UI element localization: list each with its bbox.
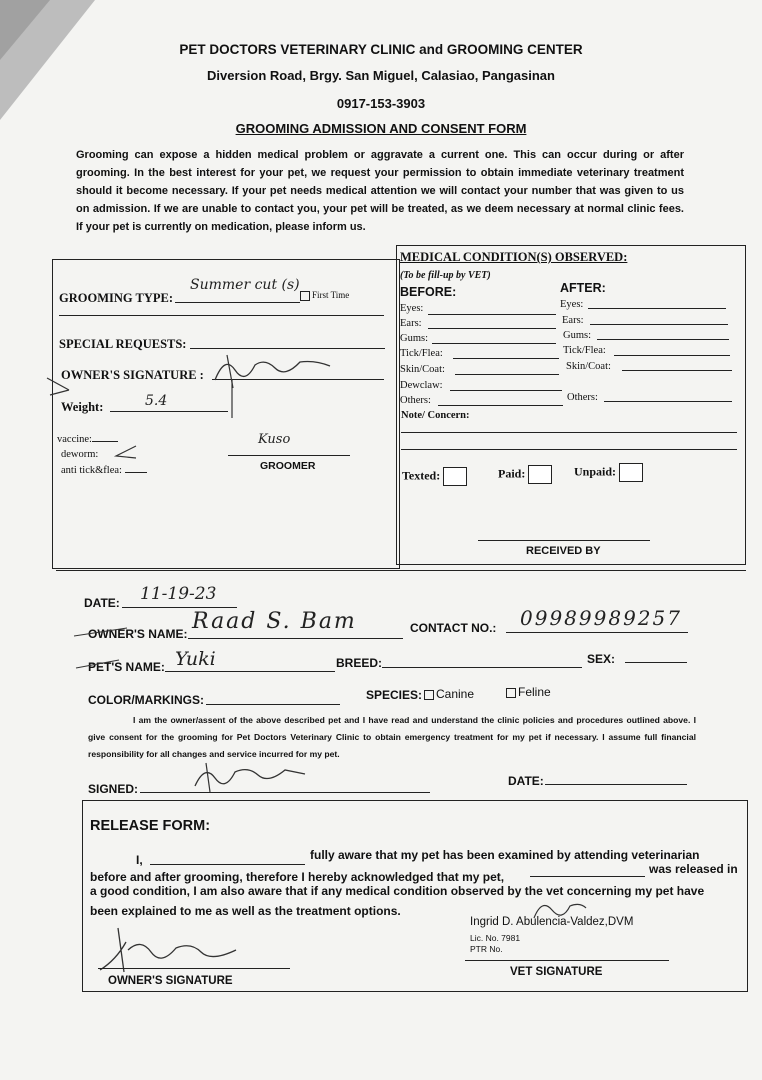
form-title: GROOMING ADMISSION AND CONSENT FORM <box>235 121 527 136</box>
before-others-line[interactable] <box>438 405 563 406</box>
first-time-box[interactable] <box>300 291 310 301</box>
before-eyes: Eyes: <box>400 303 424 314</box>
texted-checkbox[interactable]: Texted: <box>402 467 467 486</box>
grooming-type-line-2 <box>59 315 384 316</box>
vet-lic-no: Lic. No. 7981 <box>470 933 521 943</box>
release-i-label: I, <box>136 853 143 867</box>
before-gums: Gums: <box>400 333 429 344</box>
groomer-signature: Kuso <box>258 432 291 447</box>
vertical-stroke <box>228 380 236 420</box>
release-line1: fully aware that my pet has been examined by attending veterinarian <box>310 848 700 862</box>
consent-text: I am the owner/assent of the above described pet and I have read and understand the clinic policies and procedures outlined above. I give consent for the grooming for Pet Doctors Veterinary Clinic to obtain emergency treatment for my pet if necessary. I assume full financial responsibility for all changes and service incurred for my pet. <box>88 715 696 759</box>
vet-sig-label: VET SIGNATURE <box>510 966 603 978</box>
first-time-checkbox[interactable] <box>300 290 349 301</box>
grooming-type-value[interactable]: Summer cut (s) <box>190 277 300 293</box>
clinic-name: PET DOCTORS VETERINARY CLINIC and GROOMING CENTER <box>179 42 583 57</box>
after-eyes-line[interactable] <box>588 308 726 309</box>
sex-line[interactable] <box>625 662 687 663</box>
owner-name-line[interactable] <box>188 638 403 639</box>
release-owner-signature <box>96 920 246 978</box>
after-skin: Skin/Coat: <box>566 361 611 372</box>
after-gums: Gums: <box>563 330 592 341</box>
after-skin-line[interactable] <box>622 370 732 371</box>
weight-line[interactable] <box>110 411 228 412</box>
owner-name-label: OWNER'S NAME: <box>88 627 188 641</box>
deworm-label: deworm: <box>61 449 99 460</box>
after-label: AFTER: <box>560 281 606 295</box>
before-dewclaw-line[interactable] <box>450 390 562 391</box>
owner-name-strike <box>72 626 132 638</box>
contact-line[interactable] <box>506 632 688 633</box>
note-line-1[interactable] <box>401 432 737 433</box>
before-label: BEFORE: <box>400 285 457 299</box>
unpaid-checkbox[interactable]: Unpaid: <box>574 463 643 482</box>
medical-title: MEDICAL CONDITION(S) OBSERVED: <box>400 250 628 264</box>
before-gums-line[interactable] <box>432 343 556 344</box>
color-label: COLOR/MARKINGS: <box>88 693 204 707</box>
after-others: Others: <box>567 392 598 403</box>
pet-name-line[interactable] <box>165 671 335 672</box>
paid-checkbox[interactable]: Paid: <box>498 465 552 484</box>
contact-value[interactable]: 09989989257 <box>520 606 682 630</box>
antitick-label: anti tick&flea: <box>61 465 147 476</box>
special-requests-label: SPECIAL REQUESTS: <box>59 337 187 351</box>
release-title: RELEASE FORM: <box>90 818 211 834</box>
before-ears-line[interactable] <box>428 328 556 329</box>
after-tick: Tick/Flea: <box>563 345 606 356</box>
release-line2b: was released in <box>649 862 738 876</box>
release-line3: a good condition, I am also aware that if any medical condition observed by the vet concerning my pet have <box>90 884 705 898</box>
after-tick-line[interactable] <box>614 355 730 356</box>
breed-line[interactable] <box>382 667 582 668</box>
vet-ptr-no: PTR No. <box>470 944 503 954</box>
intro-paragraph: Grooming can expose a hidden medical problem or aggravate a current one. This can occur during or after grooming. In the best interest for your pet, we request your permission to obtain immediate veterinary treatment should it become necessary. If your pet needs medical attention we will contact your number that was given to us on admission. If we are unable to contact you, your pet will be treated, as we deem necessary at normal clinic fees. If your pet is currently on medication, please inform us. <box>76 149 684 233</box>
medical-subtitle: (To be fill-up by VET) <box>400 270 491 281</box>
owner-signature-scribble <box>205 350 335 390</box>
vet-name: Ingrid D. Abulencia-Valdez,DVM <box>470 916 634 928</box>
check-mark-left <box>45 370 75 400</box>
received-by-label: RECEIVED BY <box>526 545 601 557</box>
color-line[interactable] <box>206 704 340 705</box>
sex-label: SEX: <box>587 652 616 666</box>
signed-signature <box>190 760 310 794</box>
before-dewclaw: Dewclaw: <box>400 380 443 391</box>
before-ears: Ears: <box>400 318 422 329</box>
pet-name-label: PET'S NAME: <box>88 660 165 674</box>
first-time-label: First Time <box>312 290 350 300</box>
deworm-mark <box>110 444 140 460</box>
pet-name-value[interactable]: Yuki <box>175 648 216 670</box>
date2-line[interactable] <box>545 784 687 785</box>
note-concern-label: Note/ Concern: <box>401 410 470 421</box>
release-line4: been explained to me as well as the treatment options. <box>90 904 401 918</box>
grooming-type-label: GROOMING TYPE: <box>59 291 174 305</box>
after-gums-line[interactable] <box>597 339 729 340</box>
release-line2a: before and after grooming, therefore I hereby acknowledged that my pet, <box>90 870 505 884</box>
after-others-line[interactable] <box>604 401 732 402</box>
groomer-label: GROOMER <box>260 460 316 472</box>
special-requests-line[interactable] <box>190 348 385 349</box>
clinic-address: Diversion Road, Brgy. San Miguel, Calasiao, Pangasinan <box>207 68 555 83</box>
release-name-line[interactable] <box>150 864 305 865</box>
weight-label: Weight: <box>61 400 104 414</box>
before-others: Others: <box>400 395 431 406</box>
note-line-2[interactable] <box>401 449 737 450</box>
release-pet-line[interactable] <box>530 876 645 877</box>
groomer-line[interactable] <box>228 455 350 456</box>
clinic-phone: 0917-153-3903 <box>336 96 426 111</box>
owner-signature-label: OWNER'S SIGNATURE : <box>61 368 204 382</box>
weight-value[interactable]: 5.4 <box>145 393 168 409</box>
grooming-type-line <box>175 302 300 303</box>
vet-sig-line[interactable] <box>465 960 669 961</box>
date-label: DATE: <box>84 596 120 610</box>
signed-label: SIGNED: <box>88 782 139 796</box>
after-ears-line[interactable] <box>590 324 728 325</box>
after-eyes: Eyes: <box>560 299 584 310</box>
release-owner-sig-line[interactable] <box>98 968 290 969</box>
section-divider <box>56 570 746 571</box>
date-line[interactable] <box>122 607 237 608</box>
release-owner-sig-label: OWNER'S SIGNATURE <box>108 975 233 987</box>
breed-label: BREED: <box>336 656 383 670</box>
after-ears: Ears: <box>562 315 584 326</box>
date2-label: DATE: <box>508 774 544 788</box>
owner-name-value[interactable]: Raad S. Bam <box>192 609 357 634</box>
feline-option[interactable]: Feline <box>506 685 551 699</box>
before-skin-line[interactable] <box>455 374 559 375</box>
received-by-line[interactable] <box>478 540 650 541</box>
canine-option[interactable]: Canine <box>424 687 474 701</box>
before-skin: Skin/Coat: <box>400 364 445 375</box>
contact-label: CONTACT NO.: <box>410 621 497 635</box>
vaccine-label: vaccine: <box>57 434 118 445</box>
species-label: SPECIES: <box>366 688 423 702</box>
before-eyes-line[interactable] <box>428 314 556 315</box>
before-tick: Tick/Flea: <box>400 348 443 359</box>
date-value[interactable]: 11-19-23 <box>140 584 217 604</box>
pet-name-strike <box>74 658 124 670</box>
before-tick-line[interactable] <box>453 358 559 359</box>
